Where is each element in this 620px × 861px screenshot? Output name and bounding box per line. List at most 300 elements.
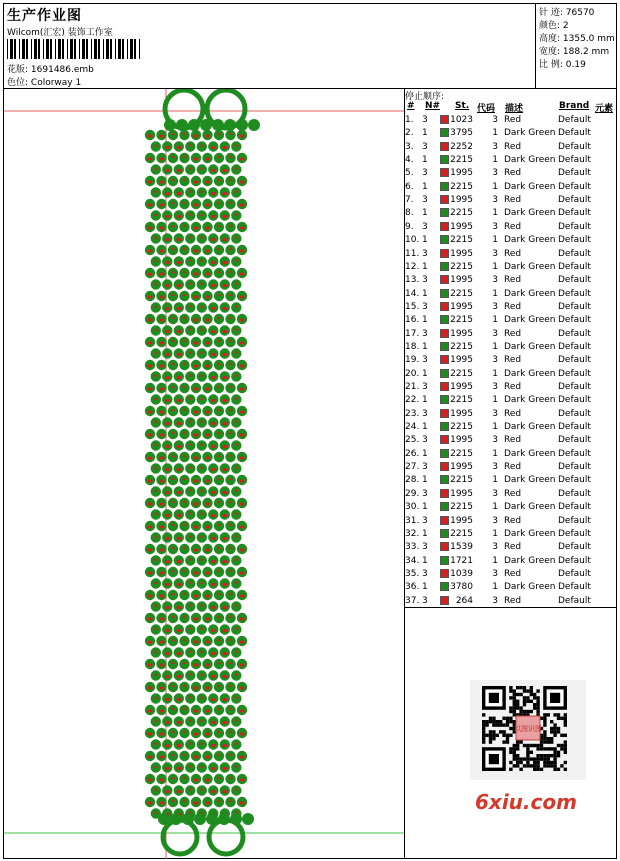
row-code: 3 bbox=[492, 275, 498, 286]
row-code: 1 bbox=[492, 395, 498, 406]
row-code: 3 bbox=[492, 568, 498, 579]
lace-motif bbox=[176, 767, 181, 770]
row-index: 26. bbox=[405, 448, 420, 459]
row-index: 11. bbox=[405, 248, 420, 259]
lace-motif bbox=[159, 134, 164, 137]
lace-motif bbox=[211, 629, 216, 632]
lace-motif bbox=[194, 364, 199, 367]
lace-motif bbox=[211, 169, 216, 172]
column-header: St. bbox=[455, 101, 470, 111]
lace-motif bbox=[248, 119, 260, 131]
lace-motif bbox=[194, 663, 199, 666]
lace-motif bbox=[205, 272, 210, 275]
lace-motif bbox=[205, 525, 210, 528]
lace-motif bbox=[148, 801, 153, 804]
design-file-line bbox=[7, 62, 94, 75]
lace-motif bbox=[222, 445, 227, 448]
lace-motif bbox=[148, 548, 153, 551]
row-description: Dark Green bbox=[504, 155, 556, 166]
row-stitches: 2215 bbox=[450, 288, 473, 299]
lace-motif bbox=[159, 226, 164, 229]
header-panel bbox=[3, 3, 535, 89]
stop-row bbox=[405, 127, 617, 140]
width-value: 188.2 mm bbox=[562, 47, 610, 57]
row-description: Red bbox=[504, 568, 522, 579]
row-needle: 1 bbox=[422, 261, 428, 272]
stop-row bbox=[405, 448, 617, 461]
stop-row bbox=[405, 394, 617, 407]
lace-motif bbox=[211, 146, 216, 149]
lace-motif bbox=[159, 502, 164, 505]
color-swatch bbox=[440, 489, 449, 498]
scale-stat bbox=[539, 57, 586, 70]
lace-motif bbox=[176, 422, 181, 425]
lace-motif bbox=[165, 560, 170, 563]
lace-motif bbox=[222, 629, 227, 632]
lace-motif bbox=[211, 353, 216, 356]
lace-motif bbox=[194, 226, 199, 229]
lace-motif bbox=[176, 583, 181, 586]
row-code: 3 bbox=[492, 515, 498, 526]
lace-motif bbox=[176, 790, 181, 793]
lace-motif bbox=[222, 537, 227, 540]
lace-motif bbox=[222, 146, 227, 149]
row-brand: Default bbox=[558, 181, 591, 192]
stitches-value: 76570 bbox=[565, 8, 595, 18]
lace-motif bbox=[159, 617, 164, 620]
stop-row bbox=[405, 461, 617, 474]
lace-motif bbox=[194, 203, 199, 206]
lace-motif bbox=[222, 192, 227, 195]
lace-motif bbox=[194, 571, 199, 574]
lace-motif bbox=[211, 376, 216, 379]
color-swatch bbox=[440, 556, 449, 565]
row-needle: 1 bbox=[422, 475, 428, 486]
row-brand: Default bbox=[558, 435, 591, 446]
stop-row bbox=[405, 314, 617, 327]
row-index: 6. bbox=[405, 181, 414, 192]
stop-row bbox=[405, 221, 617, 234]
embroidery-design-preview bbox=[4, 89, 404, 859]
lace-motif bbox=[222, 698, 227, 701]
row-needle: 3 bbox=[422, 382, 428, 392]
row-index: 20. bbox=[405, 368, 420, 379]
lace-motif bbox=[205, 387, 210, 390]
row-needle: 3 bbox=[422, 248, 428, 259]
lace-motif bbox=[194, 341, 199, 344]
row-brand: Default bbox=[558, 408, 591, 419]
lace-motif bbox=[205, 571, 210, 574]
lace-motif bbox=[165, 445, 170, 448]
lace-motif bbox=[222, 307, 227, 310]
lace-motif bbox=[165, 215, 170, 218]
color-swatch bbox=[440, 302, 449, 311]
row-description: Dark Green bbox=[504, 395, 556, 406]
lace-motif bbox=[163, 820, 197, 854]
lace-motif bbox=[194, 813, 206, 825]
row-brand: Default bbox=[558, 515, 591, 526]
lace-motif bbox=[148, 686, 153, 689]
lace-motif bbox=[159, 157, 164, 160]
lace-motif bbox=[176, 399, 181, 402]
lace-motif bbox=[159, 548, 164, 551]
row-description: Red bbox=[504, 382, 522, 392]
colors-stat bbox=[539, 18, 569, 31]
stop-row bbox=[405, 541, 617, 554]
scale-label: 比 例: bbox=[539, 60, 563, 70]
lace-motif bbox=[205, 709, 210, 712]
stop-row bbox=[405, 328, 617, 341]
lace-motif bbox=[240, 709, 245, 712]
stop-row bbox=[405, 474, 617, 487]
lace-motif bbox=[240, 686, 245, 689]
row-code: 1 bbox=[492, 315, 498, 326]
row-description: Dark Green bbox=[504, 582, 556, 593]
row-needle: 3 bbox=[422, 595, 428, 606]
row-description: Dark Green bbox=[504, 502, 556, 513]
lace-motif bbox=[165, 744, 170, 747]
lace-motif bbox=[176, 146, 181, 149]
stop-row bbox=[405, 181, 617, 194]
row-brand: Default bbox=[558, 261, 591, 272]
lace-motif bbox=[159, 433, 164, 436]
row-stitches: 1995 bbox=[450, 382, 473, 392]
stop-row bbox=[405, 528, 617, 541]
color-swatch bbox=[440, 422, 449, 431]
lace-motif bbox=[194, 525, 199, 528]
stop-row bbox=[405, 381, 617, 394]
lace-motif bbox=[211, 399, 216, 402]
row-brand: Default bbox=[558, 582, 591, 593]
lace-motif bbox=[205, 617, 210, 620]
row-description: Dark Green bbox=[504, 208, 556, 219]
lace-motif bbox=[148, 341, 153, 344]
row-code: 1 bbox=[492, 368, 498, 379]
stop-row bbox=[405, 354, 617, 367]
lace-motif bbox=[222, 376, 227, 379]
color-swatch bbox=[440, 342, 449, 351]
lace-motif bbox=[159, 686, 164, 689]
lace-motif bbox=[159, 755, 164, 758]
row-stitches: 1995 bbox=[450, 221, 473, 232]
row-stitches: 1539 bbox=[450, 542, 473, 553]
lace-motif bbox=[148, 640, 153, 643]
row-stitches: 2215 bbox=[450, 448, 473, 459]
lace-motif bbox=[176, 652, 181, 655]
row-brand: Default bbox=[558, 341, 591, 352]
row-code: 3 bbox=[492, 168, 498, 179]
column-header: # bbox=[407, 101, 415, 111]
lace-motif bbox=[222, 261, 227, 264]
row-brand: Default bbox=[558, 315, 591, 326]
lace-motif bbox=[159, 479, 164, 482]
row-brand: Default bbox=[558, 168, 591, 179]
color-swatch bbox=[440, 475, 449, 484]
lace-motif bbox=[240, 134, 245, 137]
lace-motif bbox=[240, 640, 245, 643]
row-description: Red bbox=[504, 168, 522, 179]
row-code: 1 bbox=[492, 181, 498, 192]
row-stitches: 2215 bbox=[450, 422, 473, 433]
lace-motif bbox=[159, 272, 164, 275]
lace-motif bbox=[205, 732, 210, 735]
lace-motif bbox=[165, 698, 170, 701]
lace-motif bbox=[148, 525, 153, 528]
row-stitches: 2215 bbox=[450, 155, 473, 166]
row-stitches: 1995 bbox=[450, 195, 473, 206]
lace-motif bbox=[205, 249, 210, 252]
lace-motif bbox=[211, 284, 216, 287]
row-description: Dark Green bbox=[504, 181, 556, 192]
lace-motif bbox=[159, 456, 164, 459]
lace-motif bbox=[205, 203, 210, 206]
row-index: 14. bbox=[405, 288, 420, 299]
stop-row bbox=[405, 341, 617, 354]
row-brand: Default bbox=[558, 555, 591, 566]
color-swatch bbox=[440, 168, 449, 177]
lace-motif bbox=[240, 364, 245, 367]
row-index: 21. bbox=[405, 382, 420, 392]
row-code: 3 bbox=[492, 115, 498, 125]
lace-motif bbox=[165, 238, 170, 241]
row-needle: 3 bbox=[422, 221, 428, 232]
row-code: 3 bbox=[492, 595, 498, 606]
lace-motif bbox=[222, 675, 227, 678]
height-value: 1355.0 mm bbox=[562, 34, 615, 44]
row-brand: Default bbox=[558, 368, 591, 379]
row-code: 3 bbox=[492, 221, 498, 232]
row-code: 3 bbox=[492, 408, 498, 419]
row-index: 4. bbox=[405, 155, 414, 166]
lace-motif bbox=[159, 709, 164, 712]
row-index: 25. bbox=[405, 435, 420, 446]
row-brand: Default bbox=[558, 568, 591, 579]
lace-motif bbox=[165, 284, 170, 287]
row-index: 22. bbox=[405, 395, 420, 406]
lace-motif bbox=[194, 479, 199, 482]
row-code: 3 bbox=[492, 301, 498, 312]
lace-motif bbox=[148, 203, 153, 206]
row-needle: 1 bbox=[422, 181, 428, 192]
lace-motif bbox=[148, 364, 153, 367]
row-code: 3 bbox=[492, 382, 498, 392]
lace-motif bbox=[159, 249, 164, 252]
lace-motif bbox=[242, 813, 254, 825]
lace-motif bbox=[240, 663, 245, 666]
color-swatch bbox=[440, 395, 449, 404]
row-code: 1 bbox=[492, 288, 498, 299]
lace-motif bbox=[159, 410, 164, 413]
row-code: 1 bbox=[492, 235, 498, 246]
lace-motif bbox=[159, 525, 164, 528]
lace-motif bbox=[159, 640, 164, 643]
row-needle: 3 bbox=[422, 195, 428, 206]
lace-motif bbox=[148, 502, 153, 505]
column-header: 代码 bbox=[477, 104, 496, 114]
lace-motif bbox=[194, 755, 199, 758]
lace-motif bbox=[176, 307, 181, 310]
lace-motif bbox=[205, 180, 210, 183]
stop-row bbox=[405, 408, 617, 421]
lace-motif bbox=[222, 238, 227, 241]
lace-motif bbox=[194, 456, 199, 459]
row-description: Red bbox=[504, 408, 522, 419]
lace-motif bbox=[211, 675, 216, 678]
color-swatch bbox=[440, 516, 449, 525]
row-index: 35. bbox=[405, 568, 420, 579]
lace-motif bbox=[176, 192, 181, 195]
color-swatch bbox=[440, 208, 449, 217]
lace-motif bbox=[240, 801, 245, 804]
lace-motif bbox=[148, 709, 153, 712]
row-needle: 3 bbox=[422, 328, 428, 339]
row-stitches: 1995 bbox=[450, 275, 473, 286]
lace-motif bbox=[148, 778, 153, 781]
company-name: Wilcom(汇宏) 装饰工作室 bbox=[7, 28, 113, 38]
lace-motif bbox=[240, 249, 245, 252]
row-stitches: 1721 bbox=[450, 555, 473, 566]
lace-motif bbox=[165, 399, 170, 402]
row-needle: 3 bbox=[422, 141, 428, 152]
color-swatch bbox=[440, 275, 449, 284]
stitches-label: 针 迹: bbox=[539, 8, 563, 18]
color-swatch bbox=[440, 462, 449, 471]
row-stitches: 1995 bbox=[450, 515, 473, 526]
lace-motif bbox=[148, 479, 153, 482]
colorway-value: Colorway 1 bbox=[30, 78, 82, 88]
column-header: 描述 bbox=[505, 104, 524, 114]
stop-row bbox=[405, 568, 617, 581]
lace-motif bbox=[205, 318, 210, 321]
row-index: 16. bbox=[405, 315, 420, 326]
qr-code-image bbox=[470, 680, 586, 780]
lace-motif bbox=[205, 755, 210, 758]
height-stat bbox=[539, 31, 615, 44]
stop-row bbox=[405, 515, 617, 528]
lace-motif bbox=[222, 721, 227, 724]
color-swatch bbox=[440, 142, 449, 151]
lace-motif bbox=[222, 422, 227, 425]
lace-motif bbox=[194, 686, 199, 689]
color-swatch bbox=[440, 596, 449, 605]
colorway-label: 色位: bbox=[7, 78, 29, 88]
colors-value: 2 bbox=[562, 21, 569, 31]
row-index: 9. bbox=[405, 221, 414, 232]
row-index: 27. bbox=[405, 462, 420, 473]
row-needle: 3 bbox=[422, 568, 428, 579]
row-code: 1 bbox=[492, 422, 498, 433]
lace-motif bbox=[148, 594, 153, 597]
color-swatch bbox=[440, 529, 449, 538]
row-index: 24. bbox=[405, 422, 420, 433]
row-needle: 1 bbox=[422, 555, 428, 566]
lace-motif bbox=[211, 652, 216, 655]
lace-motif bbox=[165, 376, 170, 379]
lace-motif bbox=[164, 119, 176, 131]
row-needle: 1 bbox=[422, 155, 428, 166]
column-header: Brand bbox=[559, 101, 590, 111]
lace-motif bbox=[159, 801, 164, 804]
lace-motif bbox=[205, 663, 210, 666]
lace-motif bbox=[211, 514, 216, 517]
row-description: Red bbox=[504, 595, 522, 606]
lace-motif bbox=[211, 491, 216, 494]
row-description: Dark Green bbox=[504, 288, 556, 299]
row-stitches: 1995 bbox=[450, 355, 473, 366]
row-stitches: 1995 bbox=[450, 462, 473, 473]
color-swatch bbox=[440, 449, 449, 458]
lace-motif bbox=[159, 295, 164, 298]
lace-motif bbox=[165, 675, 170, 678]
barcode-image bbox=[7, 39, 143, 59]
row-stitches: 2252 bbox=[450, 141, 473, 152]
lace-motif bbox=[165, 652, 170, 655]
lace-motif bbox=[148, 295, 153, 298]
lace-motif bbox=[165, 422, 170, 425]
lace-motif bbox=[159, 387, 164, 390]
stitches-stat bbox=[539, 5, 594, 18]
lace-motif bbox=[222, 583, 227, 586]
row-index: 19. bbox=[405, 355, 420, 366]
lace-motif bbox=[159, 663, 164, 666]
lace-motif bbox=[205, 364, 210, 367]
row-brand: Default bbox=[558, 301, 591, 312]
lace-motif bbox=[159, 203, 164, 206]
lace-motif bbox=[211, 537, 216, 540]
row-brand: Default bbox=[558, 155, 591, 166]
color-swatch bbox=[440, 222, 449, 231]
lace-motif bbox=[176, 629, 181, 632]
lace-motif bbox=[240, 341, 245, 344]
row-brand: Default bbox=[558, 128, 591, 139]
row-stitches: 2215 bbox=[450, 208, 473, 219]
lace-motif bbox=[205, 134, 210, 137]
row-code: 3 bbox=[492, 248, 498, 259]
row-stitches: 2215 bbox=[450, 341, 473, 352]
lace-motif bbox=[209, 820, 243, 854]
lace-motif bbox=[211, 215, 216, 218]
lace-motif bbox=[165, 491, 170, 494]
lace-motif bbox=[176, 606, 181, 609]
row-code: 3 bbox=[492, 542, 498, 553]
lace-motif bbox=[205, 295, 210, 298]
row-stitches: 1995 bbox=[450, 168, 473, 179]
lace-motif bbox=[222, 652, 227, 655]
row-description: Dark Green bbox=[504, 422, 556, 433]
row-description: Dark Green bbox=[504, 475, 556, 486]
stats-panel bbox=[535, 3, 618, 89]
lace-motif bbox=[176, 215, 181, 218]
color-swatch bbox=[440, 128, 449, 137]
row-brand: Default bbox=[558, 208, 591, 219]
lace-motif bbox=[240, 617, 245, 620]
lace-motif bbox=[176, 560, 181, 563]
lace-motif bbox=[205, 801, 210, 804]
lace-motif bbox=[222, 790, 227, 793]
row-brand: Default bbox=[558, 235, 591, 246]
row-brand: Default bbox=[558, 542, 591, 553]
lace-motif bbox=[205, 226, 210, 229]
color-swatch bbox=[440, 355, 449, 364]
lace-motif bbox=[222, 514, 227, 517]
row-description: Red bbox=[504, 488, 522, 499]
lace-motif bbox=[222, 744, 227, 747]
row-index: 30. bbox=[405, 502, 420, 513]
lace-motif bbox=[211, 698, 216, 701]
row-index: 23. bbox=[405, 408, 420, 419]
height-label: 高度: bbox=[539, 34, 561, 44]
row-needle: 1 bbox=[422, 582, 428, 593]
